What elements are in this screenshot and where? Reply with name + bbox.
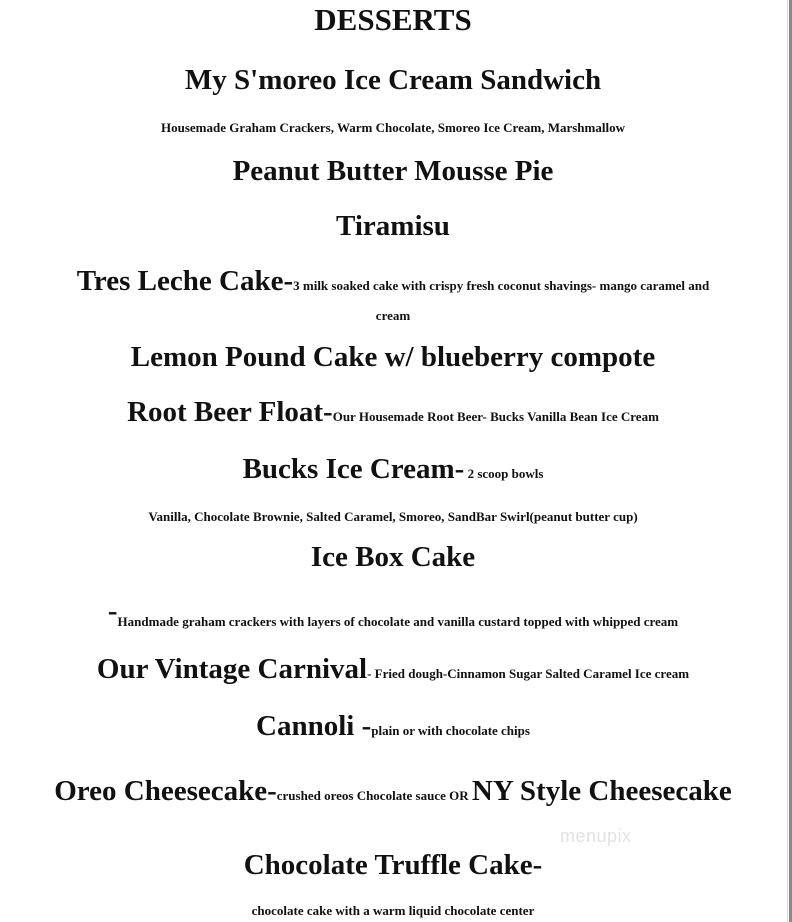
item-cannoli-name: Cannoli - [256,710,372,742]
item-tres-leche-name: Tres Leche Cake- [76,265,294,297]
item-oreo-cheesecake-description: crushed oreos Chocolate sauce OR [276,788,472,803]
item-vintage-carnival-description: - Fried dough-Cinnamon Sugar Salted Caramel Ice cream [367,666,690,681]
item-ice-box-cake-dash: - [107,595,118,627]
item-root-beer-float-line [0,396,786,429]
item-cannoli-line [0,710,786,743]
item-bucks-ice-cream-name: Bucks Ice Cream- [242,453,465,485]
item-vintage-carnival-line [0,653,786,686]
item-smoreo-sandwich-name: My S'moreo Ice Cream Sandwich [184,64,602,96]
item-bucks-ice-cream-description: 2 scoop bowls [464,466,544,481]
item-bucks-ice-cream-line [0,453,786,486]
item-ice-box-cake-name: Ice Box Cake [310,541,476,573]
item-vintage-carnival-name: Our Vintage Carnival [96,653,368,685]
menu-title: DESSERTS [314,2,472,37]
item-chocolate-truffle-cake-name: Chocolate Truffle Cake- [243,849,543,881]
item-cheesecake-line [0,775,786,808]
right-edge-border-inner [787,0,788,922]
item-ice-box-cake-description: Handmade graham crackers with layers of chocolate and vanilla custard topped with whipped cream [117,614,679,629]
item-bucks-ice-cream-flavors: Vanilla, Chocolate Brownie, Salted Caramel, Smoreo, SandBar Swirl(peanut butter cup) [148,509,638,524]
item-root-beer-float-name: Root Beer Float- [127,396,333,428]
item-lemon-pound-cake-name: Lemon Pound Cake w/ blueberry compote [130,341,656,373]
item-root-beer-float-description: Our Housemade Root Beer- Bucks Vanilla Bean Ice Cream [332,409,659,424]
item-tres-leche-description-cont: cream [375,308,411,323]
item-oreo-cheesecake-name: Oreo Cheesecake- [54,775,277,807]
item-tres-leche-description: 3 milk soaked cake with crispy fresh coconut shavings- mango caramel and [293,278,710,293]
item-ny-cheesecake-name: NY Style Cheesecake [471,775,732,807]
item-cannoli-description: plain or with chocolate chips [371,723,530,738]
item-tiramisu-name: Tiramisu [336,210,450,242]
item-tres-leche-line [0,265,786,298]
item-ice-box-cake-desc-line [0,595,786,634]
item-chocolate-truffle-cake-description: chocolate cake with a warm liquid chocolate center [251,903,535,918]
menupix-watermark: menupix [560,826,632,846]
item-peanut-butter-pie-name: Peanut Butter Mousse Pie [232,155,554,187]
item-smoreo-sandwich-description: Housemade Graham Crackers, Warm Chocolate, Smoreo Ice Cream, Marshmallow [161,120,625,135]
